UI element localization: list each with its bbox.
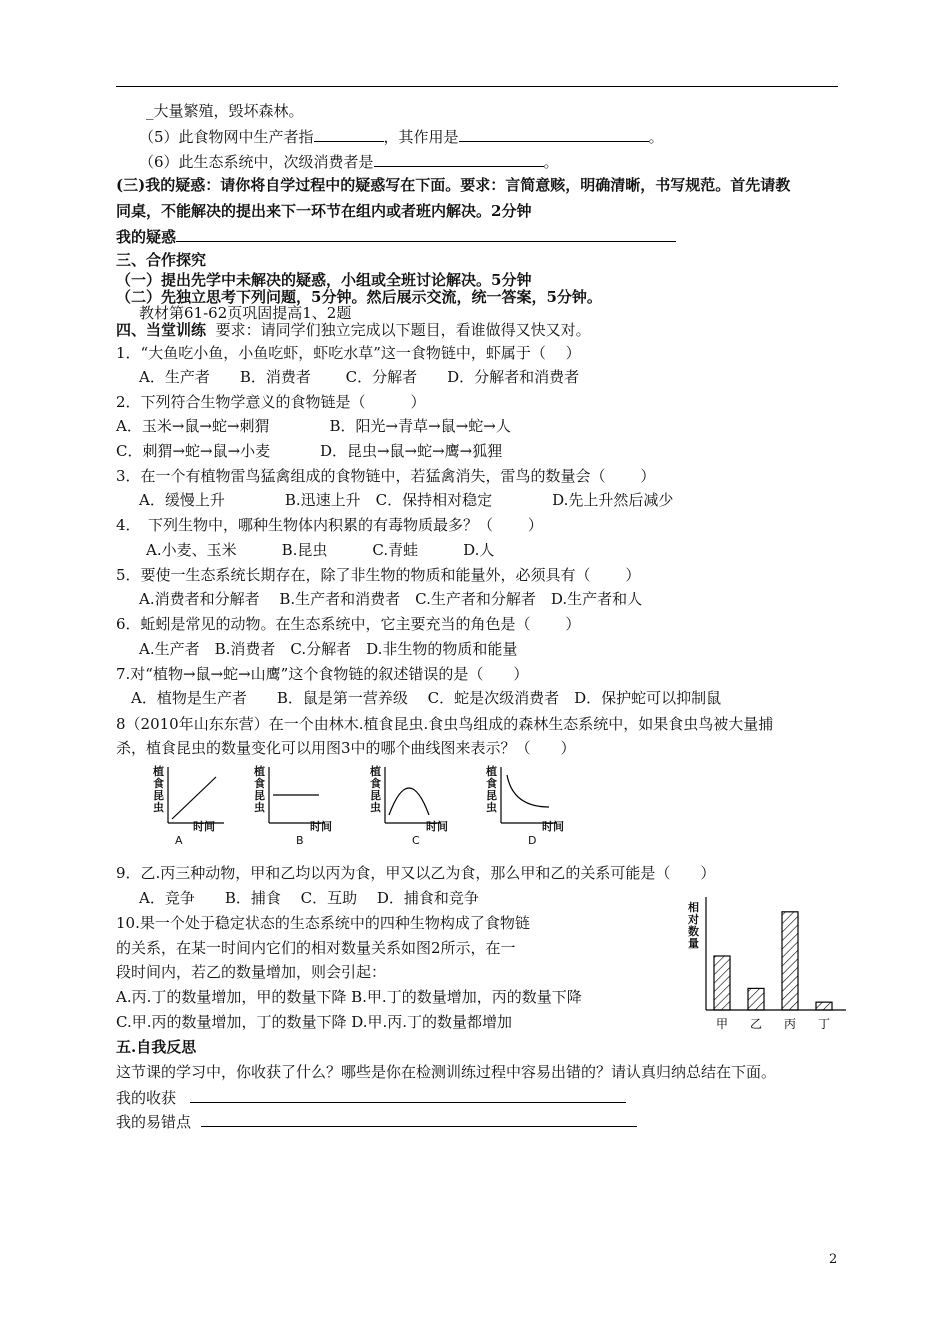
question-10-cont: 的关系，在某一时间内它们的相对数量关系如图2所示，在一 <box>116 939 516 957</box>
category-label: 甲 <box>715 1017 729 1031</box>
text-line: 教材第61-62页巩固提高1、2题 <box>139 304 352 322</box>
question-5: 5．要使一生态系统长期存在，除了非生物的物质和能量外，必须具有（ ） <box>116 566 641 584</box>
options-6: A.生产者 B.消费者 C.分解者 D.非生物的物质和能量 <box>139 640 518 658</box>
fill-in-question-6: （6）此生态系统中，次级消费者是 。 <box>139 153 559 171</box>
graph-letter: D <box>528 834 537 847</box>
category-label: 丙 <box>783 1017 797 1031</box>
answer-blank[interactable] <box>374 151 544 167</box>
section-heading: (三)我的疑惑：请你将自学过程中的疑惑写在下面。要求：言简意赅，明确清晰，书写规范。首先请教 <box>116 176 791 194</box>
doubt-blank[interactable] <box>176 226 676 242</box>
category-label: 丁 <box>817 1017 831 1031</box>
bar-3 <box>782 912 798 1010</box>
graph-x-label: 时间 <box>193 820 215 833</box>
curve-rise-then-fall <box>383 767 443 825</box>
question-3: 3．在一个有植物雷鸟猛禽组成的食物链中，若猛禽消失，雷鸟的数量会（ ） <box>116 467 656 485</box>
text-line: （一）提出先学中未解决的疑惑，小组或全班讨论解决。5分钟 <box>116 271 532 289</box>
section-heading: 五.自我反思 <box>116 1038 197 1056</box>
bar-4 <box>816 1002 832 1010</box>
question-6: 6．蚯蚓是常见的动物。在生态系统中，它主要充当的角色是（ ） <box>116 615 581 633</box>
chart-y-label: 相对数量 <box>688 901 699 950</box>
graph-letter: A <box>175 834 183 847</box>
bar-2 <box>748 988 764 1010</box>
graph-y-label: 植食昆虫 <box>254 765 265 814</box>
category-label: 乙 <box>749 1017 763 1031</box>
question-9: 9．乙.丙三种动物，甲和乙均以丙为食，甲又以乙为食，那么甲和乙的关系可能是（ ） <box>116 864 716 882</box>
question-7: 7.对“植物→鼠→蛇→山鹰”这个食物链的叙述错误的是（ ） <box>116 665 529 683</box>
header-rule <box>116 86 838 87</box>
question-10-cont: 段时间内，若乙的数量增加，则会引起： <box>116 963 387 981</box>
options-4: A.小麦、玉米 B.昆虫 C.青蛙 D.人 <box>146 541 495 559</box>
graph-y-label: 植食昆虫 <box>370 765 381 814</box>
text-line: 同桌，不能解决的提出来下一环节在组内或者班内解决。2分钟 <box>116 202 532 220</box>
graph-y-label: 植食昆虫 <box>153 765 164 814</box>
section-heading: 三、合作探究 <box>116 251 207 269</box>
answer-blank[interactable] <box>314 126 384 142</box>
curve-falling <box>499 767 559 825</box>
question-1: 1．“大鱼吃小鱼，小鱼吃虾，虾吃水草”这一食物链中，虾属于（ ） <box>116 344 581 362</box>
options-10: A.丙.丁的数量增加，甲的数量下降 B.甲.丁的数量增加，丙的数量下降 <box>116 988 582 1006</box>
page-number: 2 <box>829 1252 838 1267</box>
graph-x-label: 时间 <box>542 820 564 833</box>
options-10: C.甲.丙的数量增加，丁的数量下降 D.甲.丙.丁的数量都增加 <box>116 1013 513 1031</box>
question-10: 10.果一个处于稳定状态的生态系统中的四种生物构成了食物链 <box>116 914 530 932</box>
reflection-prompt: 这节课的学习中，你收获了什么？哪些是你在检测训练过程中容易出错的？请认真归纳总结在下面。 <box>116 1063 777 1081</box>
answer-blank[interactable] <box>459 126 649 142</box>
graph-letter: C <box>412 834 420 847</box>
options-2: A．玉米→鼠→蛇→刺猬 B．阳光→青草→鼠→蛇→人 <box>116 417 511 435</box>
options-5: A.消费者和分解者 B.生产者和消费者 C.生产者和分解者 D.生产者和人 <box>139 590 643 608</box>
graph-y-label: 植食昆虫 <box>486 765 497 814</box>
mistakes-line: 我的易错点 <box>116 1111 637 1132</box>
fill-in-question-5: （5）此食物网中生产者指 ，其作用是 。 <box>139 128 664 146</box>
gains-line: 我的收获 <box>116 1087 626 1108</box>
question-8-cont: 杀，植食昆虫的数量变化可以用图3中的哪个曲线图来表示？（ ） <box>116 739 576 757</box>
curve-flat <box>267 767 327 825</box>
bar-1 <box>714 956 730 1010</box>
mistakes-blank[interactable] <box>201 1111 637 1127</box>
options-1: A．生产者 B．消费者 C．分解者 D．分解者和消费者 <box>139 368 580 386</box>
text-line: （二）先独立思考下列问题，5分钟。然后展示交流，统一答案，5分钟。 <box>116 288 602 306</box>
question-8: 8（2010年山东东营）在一个由林木.植食昆虫.食虫鸟组成的森林生态系统中，如果食虫鸟被大量捕 <box>116 715 774 733</box>
doubt-line: 我的疑惑 <box>116 226 676 247</box>
question-4: 4． 下列生物中，哪种生物体内积累的有毒物质最多？（ ） <box>116 516 543 534</box>
options-2: C．刺猬→蛇→鼠→小麦 D．昆虫→鼠→蛇→鹰→狐狸 <box>116 442 503 460</box>
curve-rising <box>166 767 226 825</box>
graph-x-label: 时间 <box>310 820 332 833</box>
text-line: _大量繁殖，毁坏森林。 <box>146 102 304 120</box>
graph-x-label: 时间 <box>426 820 448 833</box>
graph-letter: B <box>296 834 304 847</box>
options-9: A．竞争 B．捕食 C．互助 D．捕食和竞争 <box>139 889 479 907</box>
bar-chart-plot <box>700 895 850 1045</box>
question-2: 2．下列符合生物学意义的食物链是（ ） <box>116 393 426 411</box>
section-heading: 四、当堂训练 要求：请同学们独立完成以下题目，看谁做得又快又对。 <box>116 321 591 339</box>
gains-blank[interactable] <box>190 1087 626 1103</box>
options-3: A．缓慢上升 B.迅速上升 C．保持相对稳定 D.先上升然后减少 <box>139 491 674 509</box>
options-7: A．植物是生产者 B．鼠是第一营养级 C．蛇是次级消费者 D．保护蛇可以抑制鼠 <box>131 689 722 707</box>
